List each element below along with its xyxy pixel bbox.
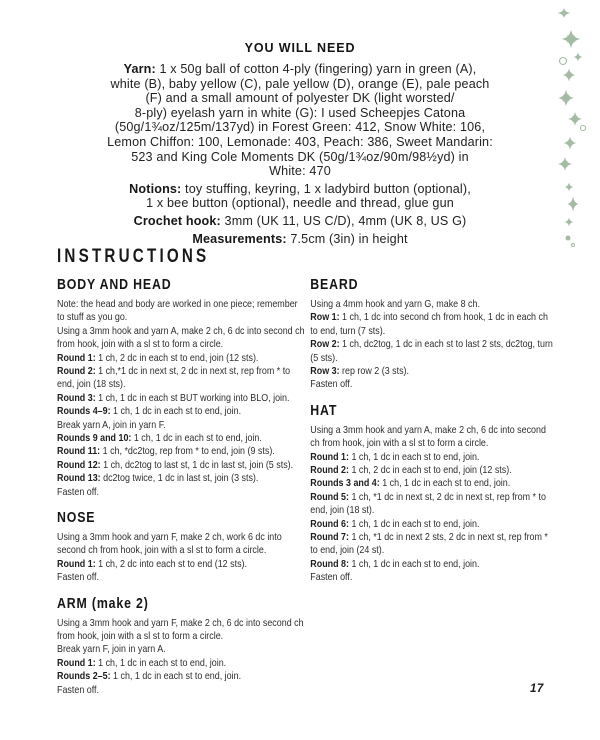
sparkle-icon (565, 218, 574, 227)
you-will-need-line: (50g/1¾oz/125m/137yd) in Forest Green: 412, Snow White: 106, (114, 120, 486, 135)
instruction-paragraph: Round 1: 1 ch, 1 dc in each st to end, join. (57, 656, 227, 669)
section-heading: BEARD (310, 277, 359, 293)
you-will-need-line: Yarn: 1 x 50g ball of cotton 4-ply (fingering) yarn in green (A), (123, 62, 477, 76)
instruction-paragraph: Fasten off. (57, 683, 100, 696)
paragraph-lead-label: Rounds 4–9: (57, 405, 111, 418)
section-heading: BODY AND HEAD (57, 277, 172, 293)
sparkle-icon (565, 183, 574, 192)
instruction-paragraph: Using a 3mm hook and yarn F, make 2 ch, work 6 dc into second ch from hook, join with a sl st to form a circle. (57, 530, 282, 557)
paragraph-lead-label: Rounds 9 and 10: (57, 432, 132, 444)
paragraph-lead-label: Row 3: (310, 364, 340, 377)
instruction-paragraph: Round 7: 1 ch, *1 dc in next 2 sts, 2 dc in next st, rep from * to end, join (24 st). (310, 530, 548, 557)
star-sparkle-icon (558, 90, 574, 107)
instruction-paragraph: Row 3: rep row 2 (3 sts). (310, 364, 410, 377)
you-will-need-title: YOU WILL NEED (244, 41, 356, 55)
paragraph-lead-label: Round 2: (57, 364, 96, 377)
you-will-need-line: Lemon Chiffon: 100, Lemonade: 403, Peach: 386, Sweet Mandarin: (107, 134, 493, 149)
left-column (57, 277, 307, 697)
paragraph-lead-label: Round 6: (310, 517, 349, 530)
instruction-paragraph: Rounds 2–5: 1 ch, 1 dc in each st to end, join. (57, 670, 242, 683)
paragraph-lead-label: Rounds 3 and 4: (310, 477, 380, 490)
paragraph-lead-label: Round 1: (57, 351, 96, 364)
paragraph-lead-label: Notions: (129, 181, 182, 196)
paragraph-lead-label: Round 12: (57, 458, 101, 471)
you-will-need-line: Crochet hook: 3mm (UK 11, US C/D), 4mm (UK 8, US G) (133, 213, 467, 228)
sparkle-icon (574, 53, 583, 62)
star-sparkle-icon (562, 30, 581, 49)
you-will-need-line: 8-ply) eyelash yarn in white (G): I used Scheepjes Catona (134, 105, 466, 120)
instruction-paragraph: Round 13: dc2tog twice, 1 dc in last st, join (3 sts). (57, 472, 259, 485)
paragraph-lead-label: Round 2: (310, 463, 349, 476)
pattern-section (57, 278, 307, 499)
paragraph-lead-label: Yarn: (123, 62, 156, 76)
instruction-paragraph: Fasten off. (310, 571, 353, 584)
pattern-section (310, 404, 553, 585)
you-will-need-line: Measurements: 7.5cm (3in) in height (192, 231, 408, 246)
paragraph-lead-label: Rounds 2–5: (57, 670, 111, 683)
instruction-paragraph: Using a 3mm hook and yarn F, make 2 ch, 6 dc into second ch from hook, join with a sl st to form a circle. (57, 616, 304, 642)
instruction-paragraph: Fasten off. (57, 571, 100, 584)
star-sparkle-icon (558, 157, 572, 171)
instructions-title: INSTRUCTIONS (57, 246, 210, 267)
you-will-need-text (60, 62, 540, 246)
instruction-paragraph: Note: the head and body are worked in one piece; remember to stuff as you go. (57, 297, 298, 324)
instruction-paragraph: Round 8: 1 ch, 1 dc in each st to end, join. (310, 557, 480, 570)
pattern-section (57, 511, 307, 585)
star-sparkle-icon (563, 69, 576, 82)
instruction-paragraph: Round 3: 1 ch, 1 dc in each st BUT working into BLO, join. (57, 391, 290, 404)
paragraph-lead-label: Round 1: (57, 557, 96, 570)
pattern-section (310, 278, 553, 392)
instruction-paragraph: Round 12: 1 ch, dc2tog to last st, 1 dc in last st, join (5 sts). (57, 458, 294, 471)
pattern-section (57, 597, 307, 697)
you-will-need-line: (F) and a small amount of polyester DK (light worsted/ (145, 91, 455, 106)
sparkle-icon (558, 8, 571, 18)
instruction-paragraph: Fasten off. (310, 378, 353, 391)
you-will-need-line: 523 and King Cole Moments DK (50g/1¾oz/90m/98½yd) in (131, 149, 469, 164)
circle-outline-icon (581, 126, 586, 131)
you-will-need-line: White: 470 (269, 164, 331, 179)
instruction-paragraph: Round 11: 1 ch, *dc2tog, rep from * to end, join (9 sts). (57, 445, 275, 458)
right-column (310, 277, 553, 697)
you-will-need-line: Notions: toy stuffing, keyring, 1 x ladybird button (optional), (129, 181, 471, 196)
instruction-paragraph: Round 5: 1 ch, *1 dc in next st, 2 dc in next st, rep from * to end, join (18 st). (310, 490, 546, 517)
instruction-paragraph: Rounds 4–9: 1 ch, 1 dc in each st to end, join. (57, 405, 242, 418)
you-will-need-line: 1 x bee button (optional), needle and thread, glue gun (146, 196, 454, 211)
you-will-need-section (60, 41, 540, 246)
instruction-paragraph: Row 2: 1 ch, dc2tog, 1 dc in each st to last 2 sts, dc2tog, turn (5 sts). (310, 338, 553, 364)
instruction-paragraph: Round 1: 1 ch, 1 dc in each st to end, join. (310, 450, 480, 463)
paragraph-lead-label: Round 1: (310, 450, 349, 463)
section-heading: NOSE (57, 510, 96, 527)
paragraph-lead-label: Round 13: (57, 472, 101, 485)
instruction-paragraph: Round 2: 1 ch,*1 dc in next st, 2 dc in next st, rep from * to end, join (18 sts). (57, 364, 291, 391)
circle-outline-icon (572, 244, 575, 247)
star-sparkle-icon (568, 112, 582, 126)
paragraph-lead-label: Round 7: (310, 530, 349, 543)
instruction-paragraph: Rounds 9 and 10: 1 ch, 1 dc in each st to end, join. (57, 432, 262, 444)
paragraph-lead-label: Crochet hook: (133, 213, 221, 228)
instruction-paragraph: Row 1: 1 ch, 1 dc into second ch from hook, 1 dc in each ch to end, turn (7 sts). (310, 311, 548, 337)
section-heading: ARM (make 2) (57, 595, 149, 612)
paragraph-lead-label: Row 2: (310, 338, 340, 351)
section-heading: HAT (310, 402, 338, 419)
paragraph-lead-label: Measurements: (192, 231, 287, 246)
paragraph-lead-label: Round 3: (57, 391, 96, 404)
paragraph-lead-label: Round 11: (57, 445, 101, 458)
instruction-paragraph: Break yarn F, join in yarn A. (57, 643, 166, 656)
paragraph-lead-label: Round 5: (310, 490, 349, 503)
instruction-paragraph: Using a 4mm hook and yarn G, make 8 ch. (310, 297, 480, 310)
circle-outline-icon (560, 58, 567, 65)
instruction-paragraph: Using a 3mm hook and yarn A, make 2 ch, 6 dc into second ch from hook, join with a sl st to form a circle. (57, 324, 305, 351)
instruction-paragraph: Round 2: 1 ch, 2 dc in each st to end, join (12 sts). (310, 463, 512, 476)
instruction-paragraph: Fasten off. (57, 485, 100, 498)
paragraph-lead-label: Round 8: (310, 557, 349, 570)
sparkle-icon (568, 196, 579, 212)
instruction-paragraph: Using a 3mm hook and yarn A, make 2 ch, 6 dc into second ch from hook, join with a sl st to form a circle. (310, 423, 546, 450)
instruction-paragraph: Round 1: 1 ch, 2 dc in each st to end, join (12 sts). (57, 351, 259, 364)
instruction-paragraph: Break yarn A, join in yarn F. (57, 418, 166, 431)
you-will-need-line: white (B), baby yellow (C), pale yellow (D), orange (E), pale peach (110, 76, 490, 91)
instruction-paragraph: Rounds 3 and 4: 1 ch, 1 dc in each st to end, join. (310, 477, 511, 490)
paragraph-lead-label: Round 1: (57, 656, 96, 669)
dot-icon (566, 236, 571, 241)
instructions-columns (57, 277, 553, 697)
sparkle-icon (564, 137, 577, 150)
instruction-paragraph: Round 6: 1 ch, 1 dc in each st to end, join. (310, 517, 480, 530)
page-number: 17 (530, 683, 544, 695)
paragraph-lead-label: Row 1: (310, 311, 340, 324)
instruction-paragraph: Round 1: 1 ch, 2 dc into each st to end (12 sts). (57, 557, 247, 570)
